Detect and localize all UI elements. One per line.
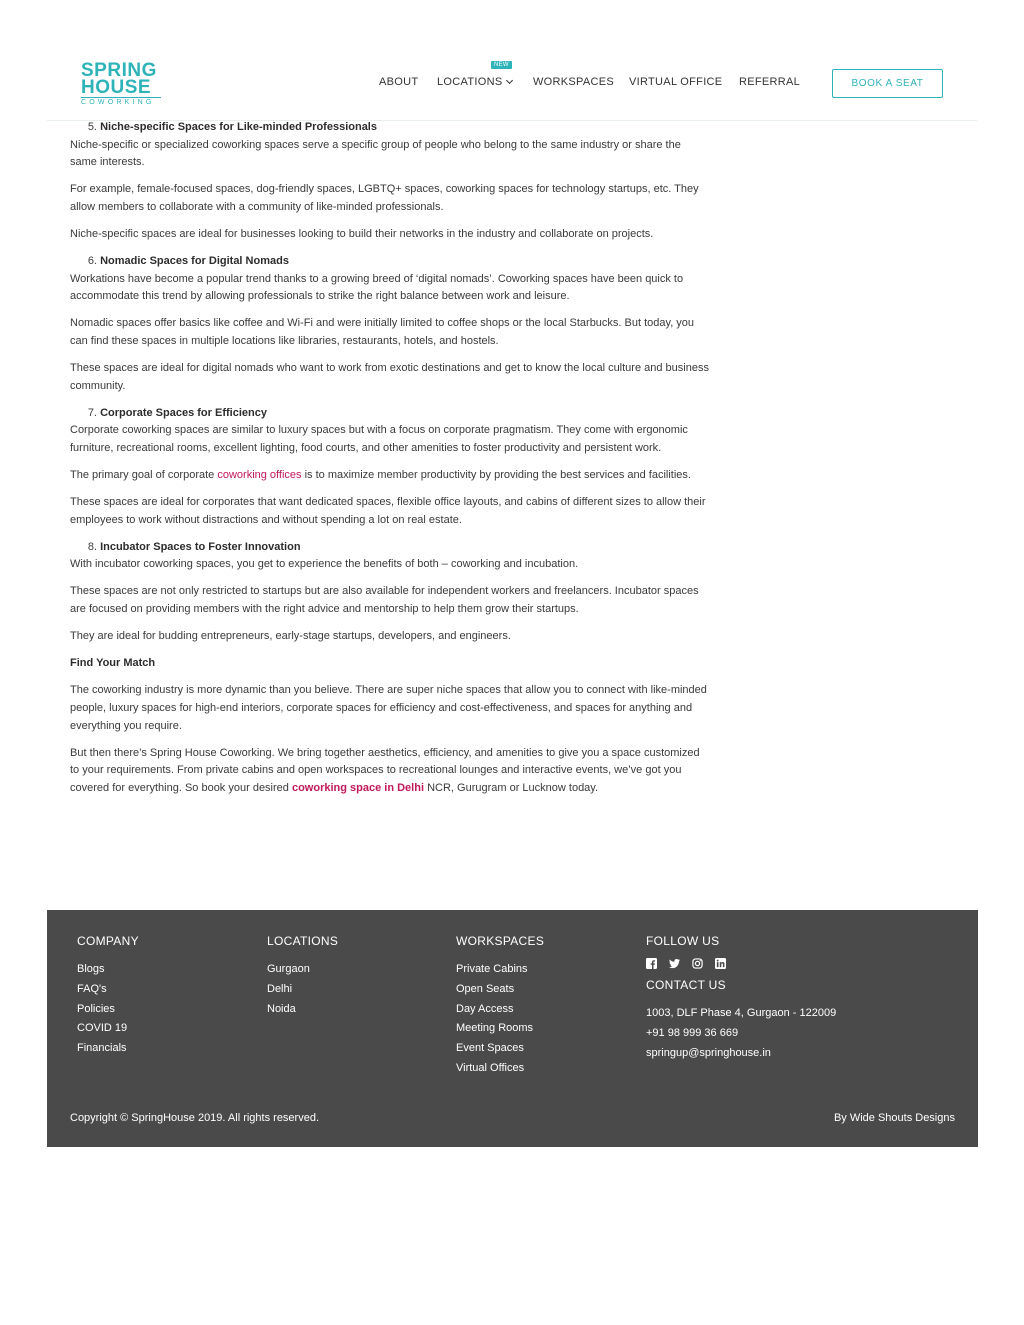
designer-credit-link[interactable]: By Wide Shouts Designs bbox=[833, 1112, 955, 1124]
paragraph: With incubator coworking spaces, you get to experience the benefits of both – coworking and incubation. bbox=[70, 558, 579, 571]
site-header bbox=[47, 0, 977, 121]
section-6-heading bbox=[70, 253, 710, 271]
nav-virtual-office[interactable]: VIRTUAL OFFICE bbox=[629, 76, 723, 88]
footer-locations bbox=[267, 934, 338, 1019]
section-7-heading bbox=[70, 405, 710, 423]
nav-about[interactable]: ABOUT bbox=[379, 76, 419, 88]
site-footer bbox=[47, 910, 978, 1147]
copyright-text: Copyright © SpringHouse 2019. All rights reserved. bbox=[70, 1112, 320, 1124]
footer-link[interactable]: Noida bbox=[267, 1002, 296, 1015]
paragraph: For example, female-focused spaces, dog-friendly spaces, LGBTQ+ spaces, coworking spaces for technology startups, etc. They allow members to collaborate with a community of like-minded professionals. bbox=[70, 183, 699, 213]
paragraph bbox=[70, 745, 710, 798]
footer-heading: COMPANY bbox=[77, 934, 139, 948]
section-title: Niche-specific Spaces for Like-minded Professionals bbox=[100, 121, 377, 133]
section-title: Incubator Spaces to Foster Innovation bbox=[100, 540, 301, 553]
footer-follow-contact bbox=[646, 934, 836, 1063]
section-number: 7. bbox=[87, 406, 97, 419]
footer-heading: CONTACT US bbox=[646, 978, 726, 992]
article-body bbox=[70, 118, 710, 807]
coworking-offices-link[interactable]: coworking offices bbox=[217, 469, 302, 481]
paragraph: These spaces are ideal for digital nomads who want to work from exotic destinations and get to know the local culture and business community. bbox=[70, 362, 709, 392]
footer-link[interactable]: Day Access bbox=[456, 1002, 514, 1015]
paragraph: Niche-specific spaces are ideal for businesses looking to build their networks in the industry and collaborate on projects. bbox=[70, 227, 654, 240]
footer-link[interactable]: Financials bbox=[77, 1042, 127, 1055]
contact-email[interactable]: springup@springhouse.in bbox=[646, 1046, 771, 1059]
twitter-icon[interactable] bbox=[669, 958, 680, 969]
section-title: Nomadic Spaces for Digital Nomads bbox=[100, 255, 289, 268]
paragraph: These spaces are ideal for corporates that want dedicated spaces, flexible office layouts, and cabins of different sizes to allow their employees to work without distractions and without spending a lot on real estate. bbox=[70, 496, 706, 526]
nav-referral[interactable]: REFERRAL bbox=[739, 76, 801, 88]
spring-house-logo[interactable] bbox=[81, 62, 161, 104]
chevron-down-icon bbox=[506, 77, 513, 84]
linkedin-icon[interactable] bbox=[715, 958, 726, 969]
footer-link[interactable]: Event Spaces bbox=[456, 1042, 524, 1055]
footer-heading: FOLLOW US bbox=[646, 934, 720, 948]
section-8-heading bbox=[70, 539, 710, 557]
text-run: is to maximize member productivity by providing the best services and facilities. bbox=[301, 469, 691, 481]
paragraph: These spaces are not only restricted to startups but are also available for independent workers and freelancers. Incubator spaces are focused on providing members with the right advice and mentorship to help them grow their startups. bbox=[70, 585, 699, 616]
footer-link[interactable]: FAQ's bbox=[77, 982, 107, 995]
logo-line-3: COWORKING bbox=[81, 97, 161, 106]
footer-link[interactable]: Policies bbox=[77, 1002, 115, 1015]
section-number: 5. bbox=[87, 121, 97, 133]
paragraph: Niche-specific or specialized coworking spaces serve a specific group of people who belong to the same industry or share the same interests. bbox=[70, 138, 681, 169]
subheading-text: Find Your Match bbox=[70, 657, 156, 670]
logo-line-1: SPRING bbox=[81, 60, 157, 81]
paragraph: Workations have become a popular trend thanks to a growing breed of ‘digital nomads’. Coworking spaces have been quick to accommodate this trend by allowing professionals to strike the right balance between work and leisure. bbox=[70, 272, 684, 303]
paragraph: Corporate coworking spaces are similar to luxury spaces but with a focus on corporate pragmatism. They come with ergonomic furniture, recreational rooms, excellent lighting, food courts, and other amenities to foster productivity and persistent work. bbox=[70, 424, 688, 454]
footer-company bbox=[77, 934, 139, 1059]
nav-locations-label: LOCATIONS bbox=[437, 76, 503, 88]
logo-line-2: HOUSE bbox=[81, 77, 152, 98]
instagram-icon[interactable] bbox=[692, 958, 703, 969]
coworking-space-delhi-link[interactable]: coworking space in Delhi bbox=[291, 781, 425, 794]
new-badge: NEW bbox=[491, 61, 512, 69]
footer-link[interactable]: Meeting Rooms bbox=[456, 1022, 534, 1035]
contact-address: 1003, DLF Phase 4, Gurgaon - 122009 bbox=[646, 1007, 837, 1019]
footer-link[interactable]: COVID 19 bbox=[77, 1022, 128, 1035]
paragraph: Nomadic spaces offer basics like coffee and Wi-Fi and were initially limited to coffee shops or the local Starbucks. But today, you can find these spaces in multiple locations like libraries, restaurants, hotels, and hostels. bbox=[70, 317, 695, 347]
paragraph: The coworking industry is more dynamic than you believe. There are super niche spaces that allow you to connect with like-minded people, luxury spaces for high-end interiors, corporate spaces for efficiency and cost-effectiveness, and spaces for anything and everything you require. bbox=[70, 684, 707, 732]
footer-workspaces bbox=[456, 934, 544, 1079]
footer-link[interactable]: Private Cabins bbox=[456, 963, 528, 975]
text-run: NCR, Gurugram or Lucknow today. bbox=[424, 781, 599, 794]
section-number: 8. bbox=[87, 540, 97, 553]
text-run: But then there’s Spring House Coworking. We bring together aesthetics, efficiency, and amenities to give you a space customized to your requirements. From private cabins and open workspaces to recreational lounges and interactive events, we’ve got you covered for everything. So book your desired bbox=[70, 746, 700, 794]
footer-heading: WORKSPACES bbox=[456, 934, 545, 948]
footer-link[interactable]: Open Seats bbox=[456, 982, 515, 995]
paragraph: They are ideal for budding entrepreneurs, early-stage startups, developers, and engineers. bbox=[70, 630, 511, 643]
footer-link[interactable]: Blogs bbox=[77, 963, 105, 975]
text-run: The primary goal of corporate bbox=[70, 469, 218, 481]
social-icons bbox=[646, 958, 836, 969]
book-a-seat-button[interactable]: BOOK A SEAT bbox=[832, 69, 943, 98]
paragraph bbox=[70, 467, 710, 485]
nav-locations[interactable] bbox=[437, 62, 512, 88]
facebook-icon[interactable] bbox=[646, 958, 657, 969]
nav-workspaces[interactable]: WORKSPACES bbox=[533, 76, 615, 88]
section-title: Corporate Spaces for Efficiency bbox=[100, 406, 267, 419]
find-your-match-heading bbox=[70, 655, 710, 673]
footer-link[interactable]: Virtual Offices bbox=[456, 1061, 525, 1074]
section-number: 6. bbox=[87, 255, 97, 268]
footer-link[interactable]: Delhi bbox=[267, 982, 293, 995]
footer-link[interactable]: Gurgaon bbox=[267, 963, 310, 975]
section-5-heading bbox=[70, 119, 710, 137]
contact-phone[interactable]: +91 98 999 36 669 bbox=[646, 1026, 739, 1039]
footer-heading: LOCATIONS bbox=[267, 934, 339, 948]
